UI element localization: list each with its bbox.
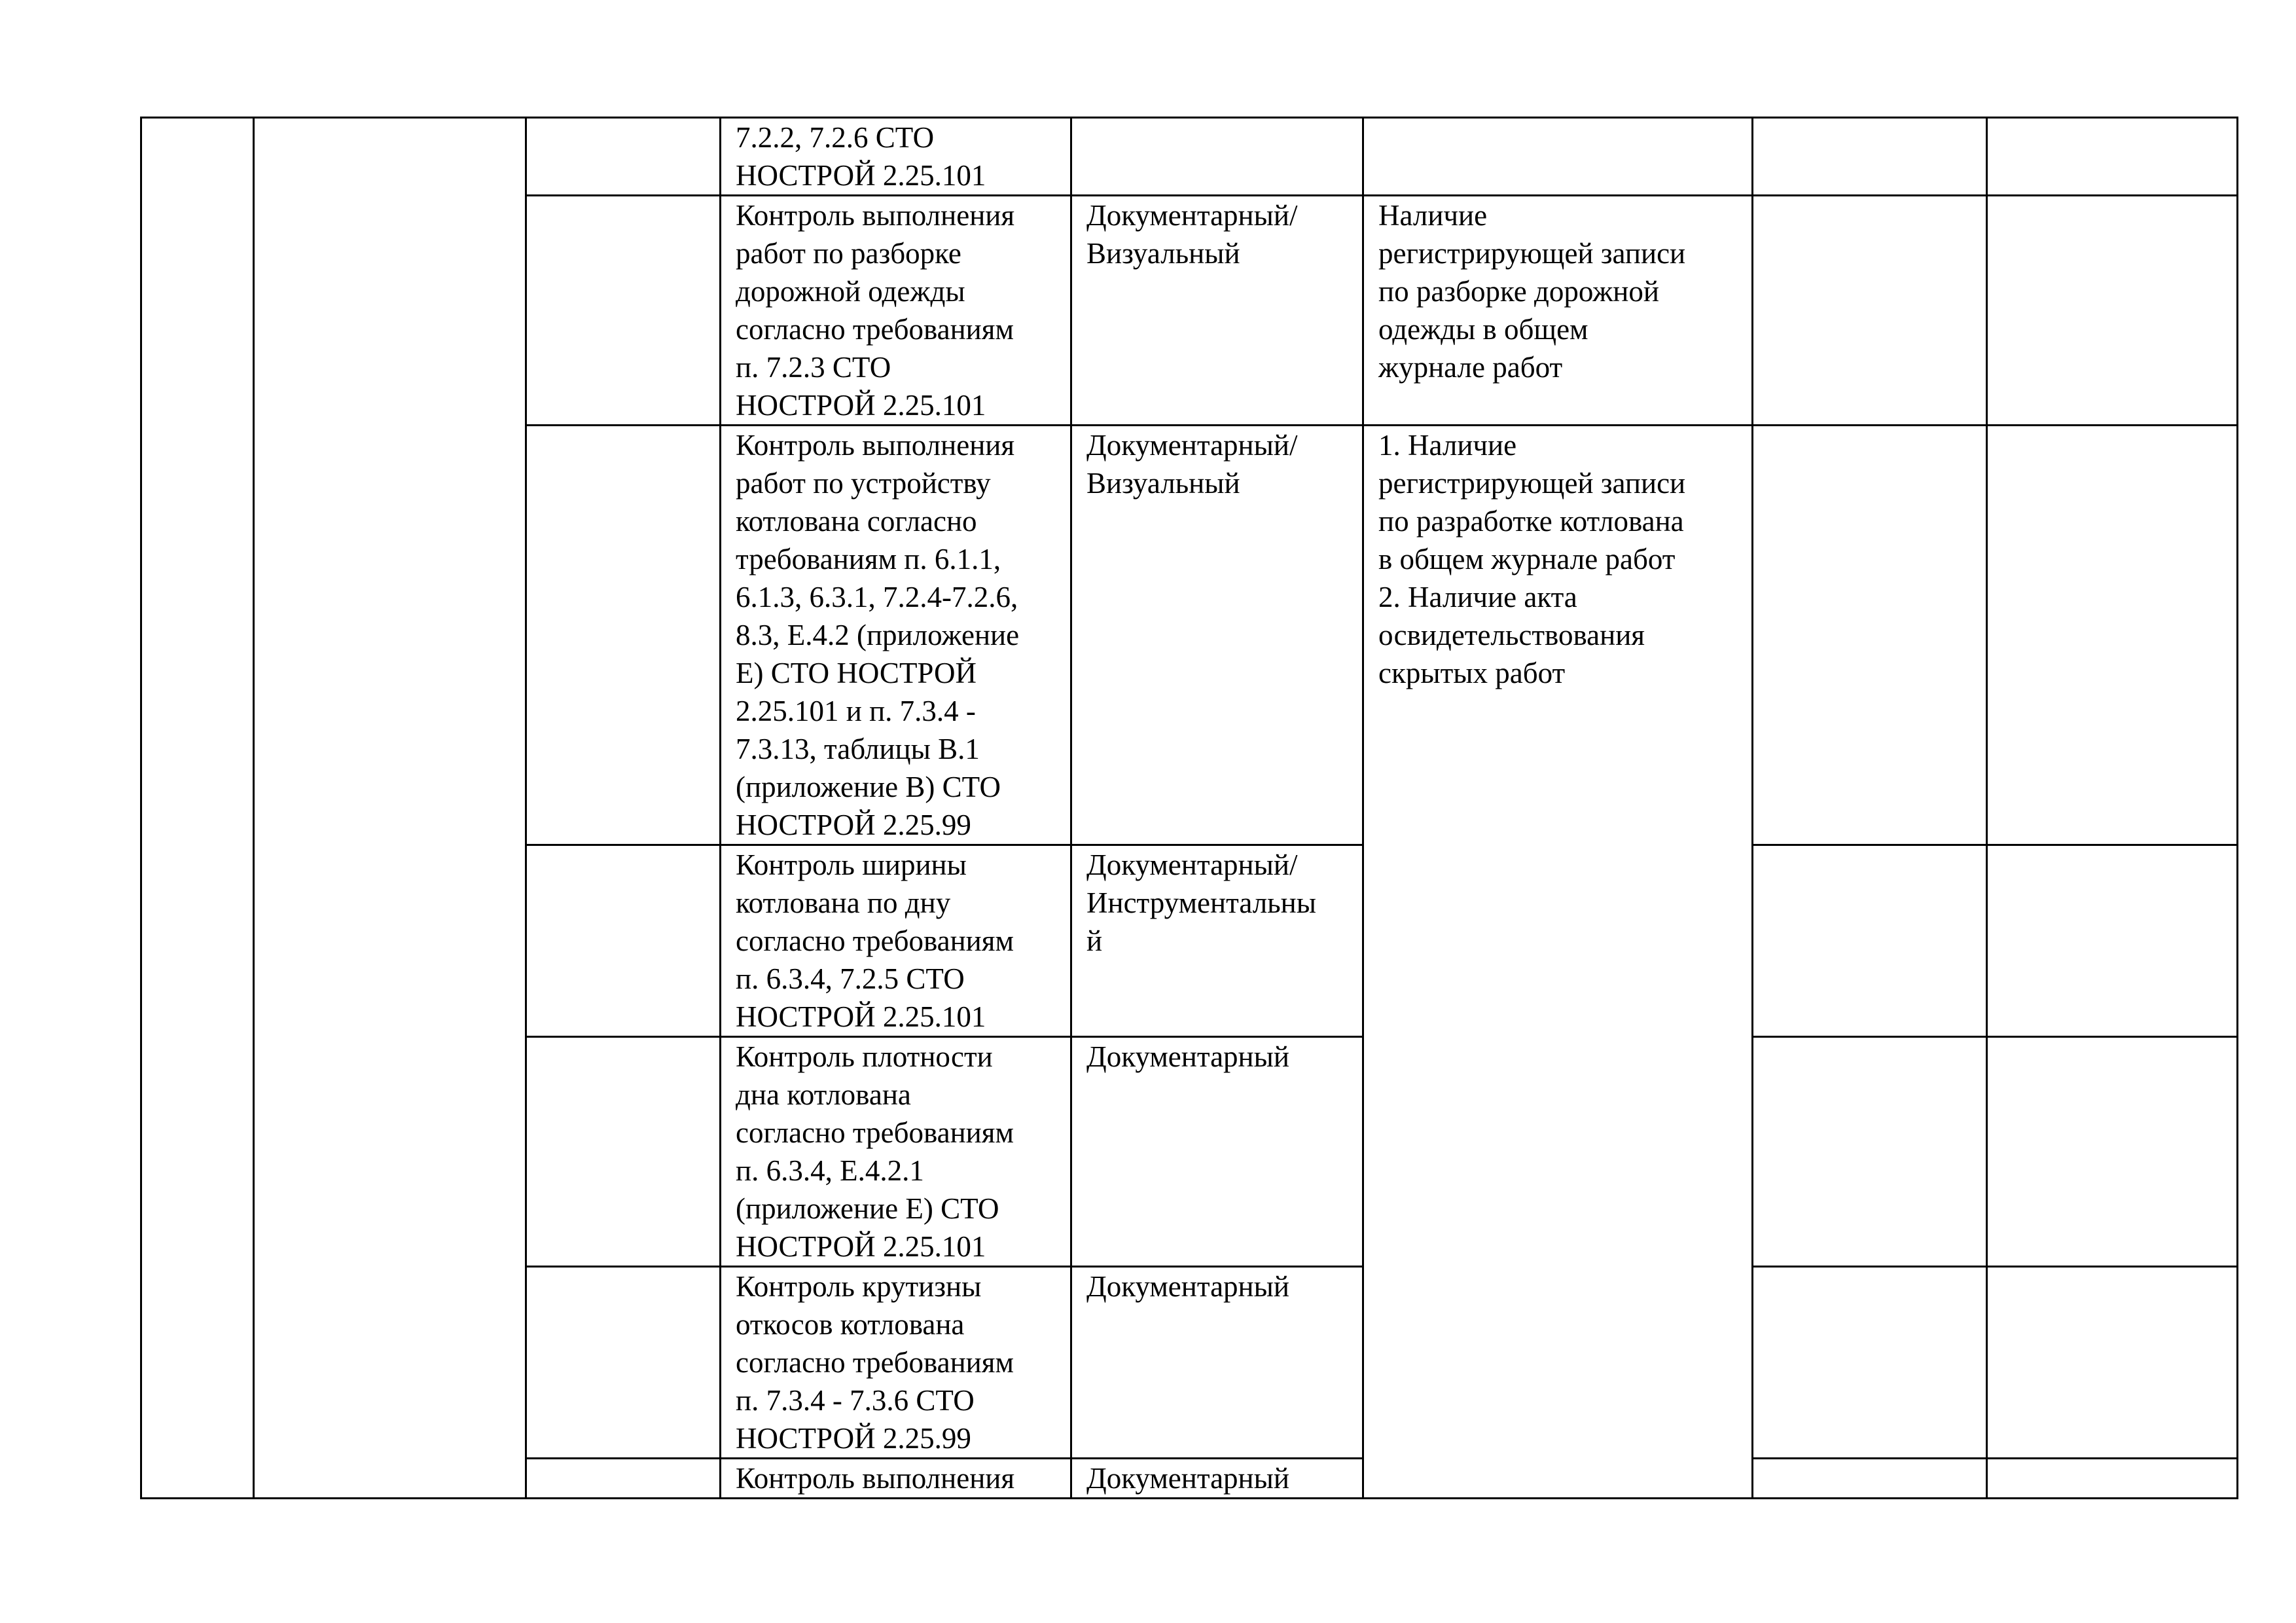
cell-extra-empty bbox=[1987, 1267, 2238, 1459]
cell-method bbox=[1071, 1037, 1363, 1267]
method-text: Документарный bbox=[1086, 1040, 1289, 1073]
cell-extra-empty bbox=[1987, 845, 2238, 1037]
method-text: Документарный bbox=[1086, 1270, 1289, 1303]
cell-stage-empty bbox=[254, 118, 526, 1499]
control-text: Контроль выполнения работ по разборке дорожной одежды согласно требованиям п. 7.2.3 СТО НОСТРОЙ 2.25.101 bbox=[736, 199, 1015, 422]
cell-code-empty bbox=[526, 1037, 721, 1267]
requirements-table bbox=[140, 117, 2238, 1499]
method-text: Документарный/ Визуальный bbox=[1086, 199, 1298, 270]
control-text: 7.2.2, 7.2.6 СТО НОСТРОЙ 2.25.101 bbox=[736, 121, 986, 192]
control-text: Контроль выполнения bbox=[736, 1462, 1015, 1495]
cell-extra-empty bbox=[1753, 118, 1987, 196]
cell-extra-empty bbox=[1987, 118, 2238, 196]
cell-code-empty bbox=[526, 426, 721, 845]
cell-extra-empty bbox=[1987, 1459, 2238, 1499]
cell-method bbox=[1071, 1267, 1363, 1459]
evidence-text: Наличие регистрирующей записи по разборке дорожной одежды в общем журнале работ bbox=[1378, 199, 1686, 384]
cell-extra-empty bbox=[1753, 196, 1987, 426]
cell-extra-empty bbox=[1753, 1459, 1987, 1499]
control-text: Контроль плотности дна котлована согласно требованиям п. 6.3.4, Е.4.2.1 (приложение Е) СТО НОСТРОЙ 2.25.101 bbox=[736, 1040, 1014, 1263]
cell-evidence bbox=[1363, 196, 1753, 426]
control-text: Контроль крутизны откосов котлована согласно требованиям п. 7.3.4 - 7.3.6 СТО НОСТРОЙ 2.25.99 bbox=[736, 1270, 1014, 1455]
cell-code-empty bbox=[526, 196, 721, 426]
cell-extra-empty bbox=[1987, 196, 2238, 426]
cell-evidence bbox=[1363, 118, 1753, 196]
cell-extra-empty bbox=[1753, 1037, 1987, 1267]
cell-code-empty bbox=[526, 118, 721, 196]
method-text: Документарный bbox=[1086, 1462, 1289, 1495]
control-text: Контроль выполнения работ по устройству котлована согласно требованиям п. 6.1.1, 6.1.3, 6.3.1, 7.2.4-7.2.6, 8.3, Е.4.2 (приложение Е) СТО НОСТРОЙ 2.25.101 и п. 7.3.4 - 7.3.13, таблицы В.1 (приложение В) СТО НОСТРОЙ 2.25.99 bbox=[736, 429, 1020, 841]
method-text: Документарный/ Инструментальны й bbox=[1086, 848, 1316, 957]
cell-method bbox=[1071, 1459, 1363, 1499]
cell-code-empty bbox=[526, 1267, 721, 1459]
evidence-text: 1. Наличие регистрирующей записи по разработке котлована в общем журнале работ 2. Наличие акта освидетельствования скрытых работ bbox=[1378, 429, 1686, 689]
cell-extra-empty bbox=[1753, 1267, 1987, 1459]
cell-control bbox=[721, 1037, 1071, 1267]
cell-extra-empty bbox=[1753, 426, 1987, 845]
cell-control bbox=[721, 118, 1071, 196]
cell-code-empty bbox=[526, 845, 721, 1037]
control-text: Контроль ширины котлована по дну согласно требованиям п. 6.3.4, 7.2.5 СТО НОСТРОЙ 2.25.101 bbox=[736, 848, 1014, 1033]
cell-method bbox=[1071, 426, 1363, 845]
cell-number-empty bbox=[141, 118, 254, 1499]
cell-control bbox=[721, 1267, 1071, 1459]
cell-extra-empty bbox=[1987, 1037, 2238, 1267]
cell-extra-empty bbox=[1987, 426, 2238, 845]
method-text: Документарный/ Визуальный bbox=[1086, 429, 1298, 500]
cell-method bbox=[1071, 118, 1363, 196]
cell-method bbox=[1071, 196, 1363, 426]
cell-control bbox=[721, 845, 1071, 1037]
cell-method bbox=[1071, 845, 1363, 1037]
cell-control bbox=[721, 1459, 1071, 1499]
cell-control bbox=[721, 426, 1071, 845]
cell-control bbox=[721, 196, 1071, 426]
table-row bbox=[141, 118, 2238, 196]
cell-code-empty bbox=[526, 1459, 721, 1499]
cell-evidence bbox=[1363, 426, 1753, 1499]
cell-extra-empty bbox=[1753, 845, 1987, 1037]
